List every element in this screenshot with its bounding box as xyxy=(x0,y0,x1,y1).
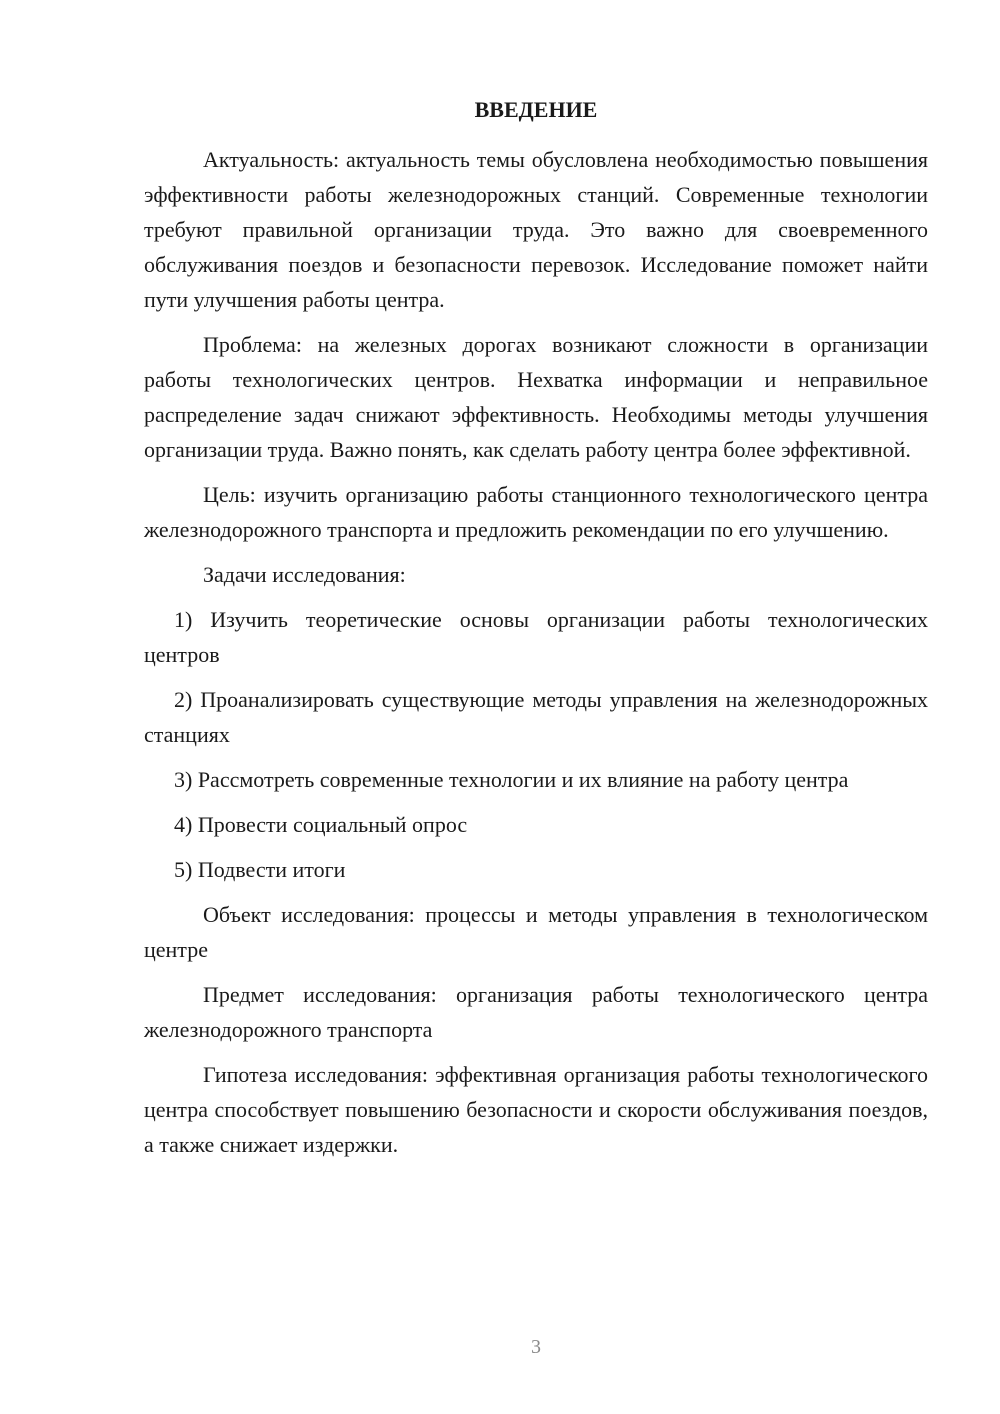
subject-paragraph: Предмет исследования: организация работы технологического центра железнодорожного транспорта xyxy=(144,982,928,1042)
page-number: 3 xyxy=(531,1336,541,1358)
goal-paragraph: Цель: изучить организацию работы станционного технологического центра железнодорожного транспорта и предложить рекомендации по его улучшению. xyxy=(144,482,928,542)
task-item-5: 5) Подвести итоги xyxy=(174,857,346,882)
task-item-3: 3) Рассмотреть современные технологии и их влияние на работу центра xyxy=(174,767,849,792)
object-paragraph: Объект исследования: процессы и методы управления в технологическом центре xyxy=(144,902,928,962)
task-item-1: 1) Изучить теоретические основы организации работы технологических центров xyxy=(144,607,928,667)
problem-paragraph: Проблема: на железных дорогах возникают сложности в организации работы технологических центров. Нехватка информации и неправильное распределение задач снижают эффективность. Необходимы методы улучшения организации труда. Важно понять, как сделать работу центра более эффективной. xyxy=(144,332,928,462)
page-title: ВВЕДЕНИЕ xyxy=(474,97,598,122)
document-body xyxy=(144,142,928,1172)
task-item-4: 4) Провести социальный опрос xyxy=(174,812,468,837)
relevance-paragraph: Актуальность: актуальность темы обусловлена необходимостью повышения эффективности работы железнодорожных станций. Современные технологии требуют правильной организации труда. Это важно для своевременного обслуживания поездов и безопасности перевозок. Исследование поможет найти пути улучшения работы центра. xyxy=(144,147,928,312)
hypothesis-paragraph: Гипотеза исследования: эффективная организация работы технологического центра способствует повышению безопасности и скорости обслуживания поездов, а также снижает издержки. xyxy=(144,1062,928,1157)
task-item-2: 2) Проанализировать существующие методы управления на железнодорожных станциях xyxy=(144,687,928,747)
tasks-heading: Задачи исследования: xyxy=(203,562,406,587)
